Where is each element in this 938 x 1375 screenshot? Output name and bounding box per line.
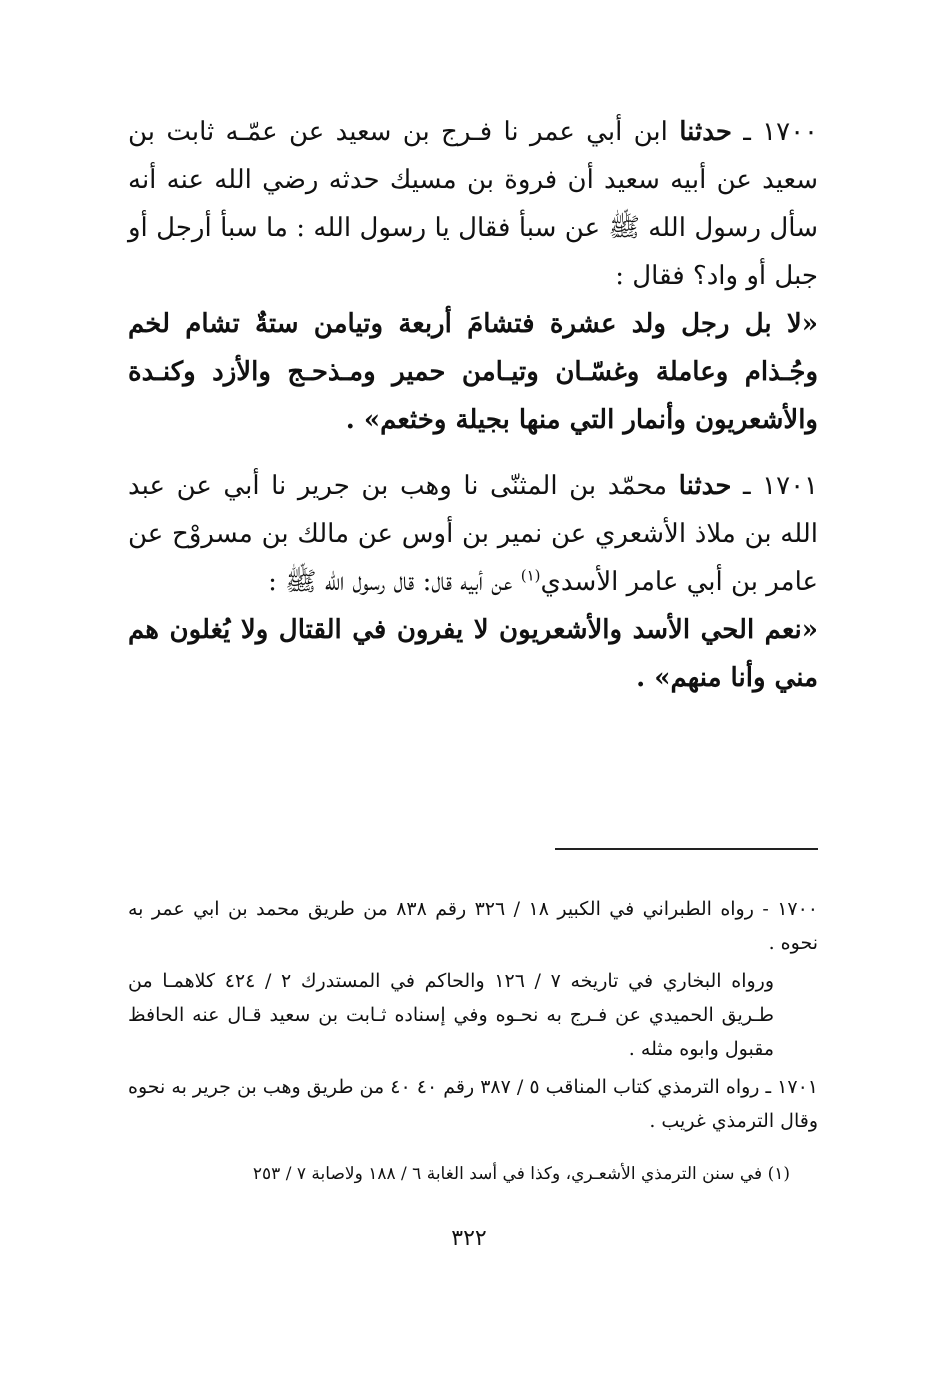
hadith-matn: «لا بل رجل ولد عشرة فتشامَ أربعة وتيامن ستةٌ تشام لخم وجُـذام وعاملة وغسّـان وتيـامن حمير ومـذحـج والأزد وكنـدة والأشعريون وأنمار التي منها بجيلة وخثعم» . [128, 309, 818, 435]
hadith-isnad: ابن أبي عمر نا فـرج بن سعيد عن عمّـه ثابت بن سعيد عن أبيه سعيد أن فروة بن مسيك حدثه رضي الله عنه أنه سأل رسول الله ﷺ عن سبأ فقال يا رسول الله : ما سبأ أرجل أو جبل أو واد؟ فقال : [128, 117, 818, 291]
hadith-number: ١٧٠١ ـ [742, 471, 819, 501]
hadith-1701 [128, 462, 818, 606]
footnote-reference[interactable]: (١) [520, 566, 541, 585]
footnote-1: (١) في سنن الترمذي الأشعـري، وكذا في أسد الغابة ٦ / ١٨٨ ولاصابة ٧ / ٢٥٣ [252, 1164, 790, 1184]
hadith-1700 [128, 108, 818, 300]
hadith-number: ١٧٠٠ ـ [743, 117, 819, 147]
note-1700-continued: ورواه البخاري في تاريخه ٧ / ١٢٦ والحاكم في المستدرك ٢ / ٤٢٤ كلاهمـا من طـريق الحميدي عن فـرج به نحـوه وفي إسناده ثـابت بن سعيد قـال عنه الحافظ مقبول وابوه مثله . [128, 970, 774, 1060]
hadith-lead-word: حدثنا [678, 471, 732, 501]
hadith-isnad-continued: عن أبيه قال: قال رسول الله ﷺ : [268, 567, 513, 597]
note-1700: ١٧٠٠ - رواه الطبراني في الكبير ١٨ / ٣٢٦ رقم ٨٣٨ من طريق محمد بن ابي عمر به نحوه . [128, 898, 819, 954]
footnote-separator [555, 848, 818, 850]
page-number: ٣٢٢ [451, 1226, 487, 1251]
takhrij-notes [128, 892, 818, 1138]
note-1701: ١٧٠١ ـ رواه الترمذي كتاب المناقب ٥ / ٣٨٧ رقم ٤٠ ٤٠ من طريق وهب بن جرير به نحوه وقال الترمذي غريب . [128, 1076, 818, 1132]
hadith-matn: «نعم الحي الأسد والأشعريون لا يفرون في القتال ولا يُغلون هم مني وأنا منهم» . [128, 615, 818, 693]
hadith-isnad: محمّد بن المثنّى نا وهب بن جرير نا أبي عن عبد الله بن ملاذ الأشعري عن نمير بن أوس عن مالك بن مسروْح عن عامر بن أبي عامر الأسدي [128, 471, 818, 597]
hadith-lead-word: حدثنا [679, 117, 732, 147]
main-text [128, 108, 818, 702]
